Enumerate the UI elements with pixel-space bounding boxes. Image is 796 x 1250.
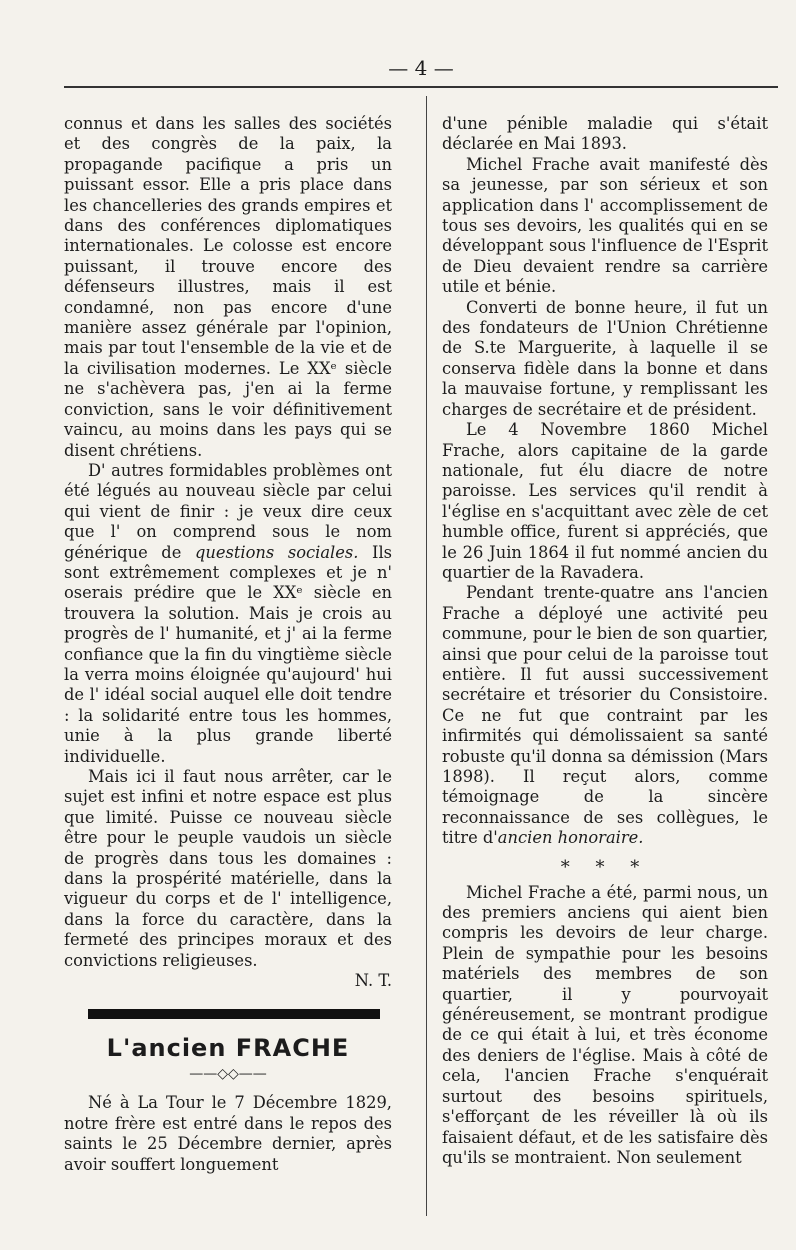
paragraph-text: Ils sont extrêmement complexes et je n' oserais prédire que le XXᵉ siècle en trouvera la solution. Mais je crois au progrès de l' humanité, et j' ai la ferme confiance que la fin du vingtième siècle la verra moins éloignée qu'aujourd' hui de l' idéal social auquel elle doit tendre : la solidarité entre tous les hommes, unie à la plus grande liberté individuelle. bbox=[64, 542, 393, 766]
signature: N. T. bbox=[354, 971, 392, 991]
right-column bbox=[442, 114, 768, 1168]
paragraph: connus et dans les salles des sociétés et des congrès de la paix, la propagande pacifique a pris un puissant essor. Elle a pris place dans les chancelleries des grands empires et dans des conférences diplomatiques internationales. Le colosse est encore puissant, il trouve encore des défenseurs illustres, mais il est condamné, non pas encore d'une manière assez générale par l'opinion, mais par tout l'ensemble de la vie et de la civilisation modernes. Le XXᵉ siècle ne s'achèvera pas, j'en ai la ferme conviction, sans le voir définitivement vaincu, au moins dans les pays qui se disent chrétiens. bbox=[64, 114, 392, 460]
header-rule bbox=[64, 86, 778, 88]
paragraph-text: D' autres formidables problèmes ont été légués au nouveau siècle par celui qui vient de finir : je veux dire ceux que l' on comprend sous le nom générique de bbox=[64, 460, 392, 562]
emphasis-text: questions sociales. bbox=[194, 542, 359, 562]
paragraph-birth: Né à La Tour le 7 Décembre 1829, notre frère est entré dans le repos des saints le 25 Décembre dernier, après avoir souffert longuement bbox=[64, 1093, 392, 1174]
paragraph: Michel Frache avait manifesté dès sa jeunesse, par son sérieux et son application dans l' accomplissement de tous ses devoirs, les qualités qui en se développant sous l'influence de l'Esprit de Dieu devaient rendre sa carrière utile et bénie. bbox=[442, 154, 768, 297]
paragraph: Converti de bonne heure, il fut un des fondateurs de l'Union Chrétienne de S.te Marguerite, à laquelle il se conserva fidèle dans la bonne et dans la mauvaise fortune, y remplissant les charges de secrétaire et de président. bbox=[442, 297, 768, 419]
page-number: — 4 — bbox=[388, 56, 454, 80]
emphasis-text: ancien honoraire. bbox=[497, 828, 644, 848]
section-divider-bar bbox=[88, 1009, 380, 1019]
paragraph: Michel Frache a été, parmi nous, un des premiers anciens qui aient bien compris les devoirs de leur charge. Plein de sympathie pour les besoins matériels des membres de son quartier, il y pourvoyait généreusement, se montrant prodigue de ce qui était à lui, et très économe des deniers de l'église. Mais à côté de cela, l'ancien Frache s'enquérait surtout des besoins spirituels, s'efforçant de les réveiller là où ils faisaient défaut, et de les satisfaire dès qu'ils se montraient. Non seulement bbox=[442, 882, 768, 1167]
left-column bbox=[64, 114, 392, 1175]
article-title: L'ancien FRACHE bbox=[106, 1034, 350, 1063]
paragraph-text: Pendant trente-quatre ans l'ancien Frache a déployé une activité peu commune, pour le bien de son quartier, ainsi que pour celui de la paroisse tout entière. Il fut aussi successivement secrétaire et trésorier du Consistoire. Ce ne fut que contraint par les infirmités qui démolissaient sa santé robuste qu'il donna sa démission (Mars 1898). Il reçut alors, comme témoignage de la sincère reconnaissance de ses collègues, le titre d' bbox=[442, 583, 768, 848]
column-divider bbox=[426, 96, 427, 1216]
paragraph: Le 4 Novembre 1860 Michel Frache, alors capitaine de la garde nationale, fut élu diacre de notre paroisse. Les services qu'il rendit à l'église en s'acquittant avec zèle de cet humble office, furent si appréciés, que le 26 Juin 1864 il fut nommé ancien du quartier de la Ravadera. bbox=[442, 420, 768, 582]
asterism: * * * bbox=[560, 856, 650, 878]
paragraph-conclusion: Mais ici il faut nous arrêter, car le sujet est infini et notre espace est plus que limité. Puisse ce nouveau siècle être pour le peuple vaudois un siècle de progrès dans tous les domaines : dans la prospérité matérielle, dans la vigueur du corps et de l' intelligence, dans la force du caractère, dans la fermeté des principes moraux et des convictions religieuses. bbox=[64, 767, 392, 970]
paragraph-honorary bbox=[442, 583, 768, 848]
paragraph: d'une pénible maladie qui s'était déclarée en Mai 1893. bbox=[442, 114, 768, 154]
paragraph-social-questions bbox=[64, 461, 392, 767]
title-ornament: ——◇◇—— bbox=[189, 1066, 267, 1083]
